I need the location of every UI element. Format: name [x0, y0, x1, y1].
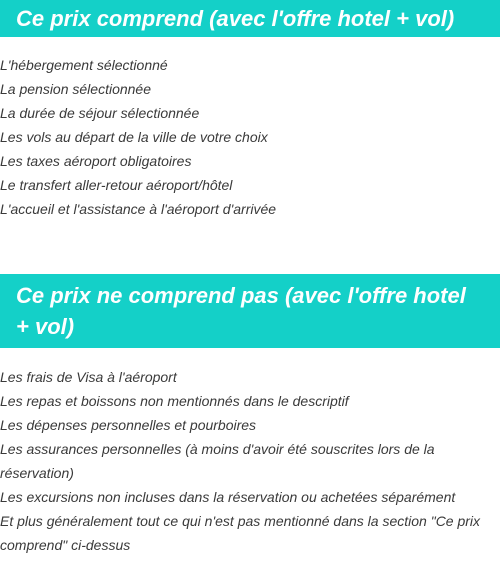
included-section-title: Ce prix comprend (avec l'offre hotel + vol)	[0, 0, 500, 37]
list-item: Les excursions non incluses dans la réservation ou achetées séparément	[0, 489, 456, 505]
included-section	[0, 0, 500, 221]
list-item: Les dépenses personnelles et pourboires	[0, 417, 257, 433]
excluded-section	[0, 274, 500, 557]
list-item: Et plus généralement tout ce qui n'est pas mentionné dans la section "Ce prix comprend" ci-dessus	[0, 513, 481, 553]
excluded-list	[0, 365, 500, 557]
list-item: Les taxes aéroport obligatoires	[0, 153, 192, 169]
list-item: Les vols au départ de la ville de votre choix	[0, 129, 268, 145]
list-item: Le transfert aller-retour aéroport/hôtel	[0, 177, 233, 193]
included-list	[0, 53, 500, 221]
list-item: Les frais de Visa à l'aéroport	[0, 369, 177, 385]
list-item: La durée de séjour sélectionnée	[0, 105, 200, 121]
list-item: Les repas et boissons non mentionnés dans le descriptif	[0, 393, 349, 409]
list-item: La pension sélectionnée	[0, 81, 152, 97]
list-item: L'accueil et l'assistance à l'aéroport d'arrivée	[0, 201, 277, 217]
list-item: L'hébergement sélectionné	[0, 57, 168, 73]
excluded-section-title: Ce prix ne comprend pas (avec l'offre hotel + vol)	[0, 274, 500, 348]
list-item: Les assurances personnelles (à moins d'avoir été souscrites lors de la réservation)	[0, 441, 435, 481]
